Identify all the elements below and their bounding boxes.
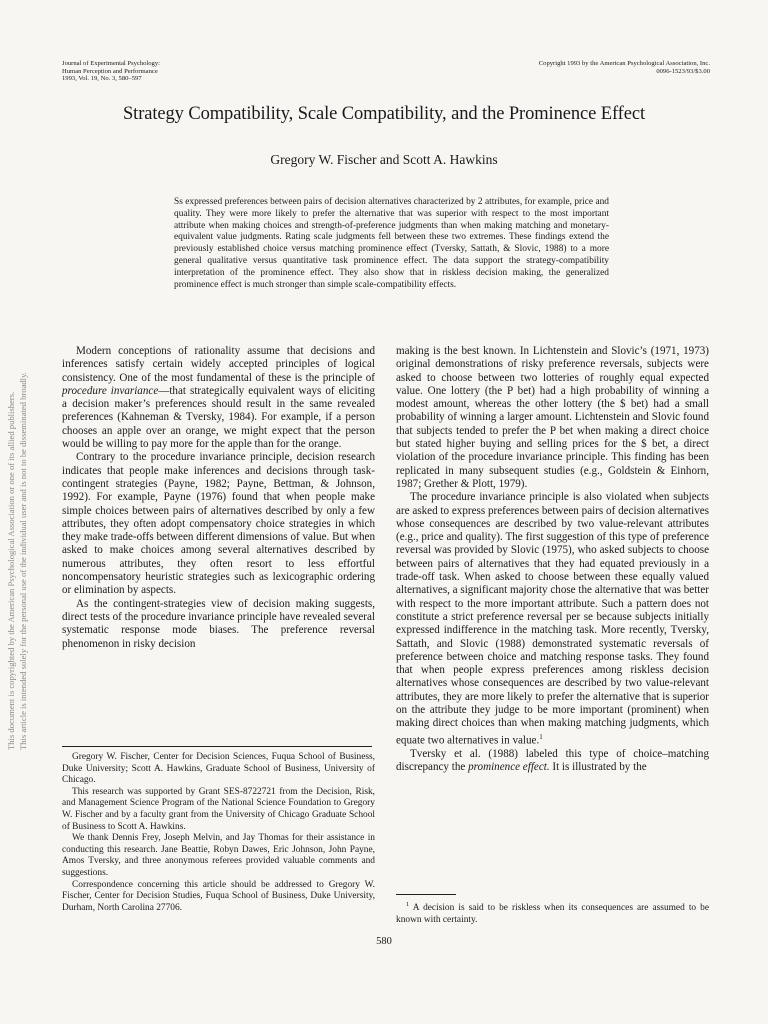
body-paragraph: Tversky et al. (1988) labeled this type of choice–matching discrepancy the prominence effect. It is illustrated by the — [396, 747, 709, 773]
footnote: $^1$ A decision is said to be riskless when its consequences are assumed to be known with certainty. — [396, 901, 709, 925]
left-column — [62, 345, 375, 651]
abstract: Ss expressed preferences between pairs of decision alternatives characterized by 2 attributes, for example, price and quality. They were more likely to prefer the alternative that was superior with respect to the most important attribute when making choices and strength-of-preference judgments than when making matching and monetary-equivalent value judgments. Rating scale judgments fell between these two extremes. These findings extend the previously established choice versus matching prominence effect (Tversky, Sattath, & Slovic, 1988) to a more general qualitative versus quantitative task prominence effect. The data support the strategy-compatibility interpretation of the prominence effect. They also show that in riskless decision making, the generalized prominence effect is much stronger than simple scale-compatibility effects. — [174, 197, 609, 290]
body-paragraph: making is the best known. In Lichtenstein and Slovic’s (1971, 1973) original demonstrations of risky preference reversals, subjects were asked to choose between two lotteries of roughly equal expected value. One lottery (the P bet) had a high probability of winning a modest amount, whereas the other lottery (the $ bet) had a small probability of winning a larger amount. Lichtenstein and Slovic found that subjects tended to prefer the P bet when making a direct choice but stated higher buying and selling prices for the $ bet, a direct violation of the procedure invariance principle. This finding has been replicated in many subsequent studies (e.g., Goldstein & Einhorn, 1987; Grether & Plott, 1979). — [396, 345, 709, 490]
journal-citation: Journal of Experimental Psychology: Human Perception and Performance 1993, Vol. 19, No. 3, 580–597 — [62, 60, 160, 83]
acknowledgments: We thank Dennis Frey, Joseph Melvin, and Jay Thomas for their assistance in conducting this research. Jane Beattie, Robyn Dawes, Eric Johnson, John Payne, Amos Tversky, and three anonymous referees provided valuable comments and suggestions. — [62, 833, 375, 878]
footnote-marker: 1 — [539, 732, 543, 741]
right-column — [396, 345, 709, 774]
body-paragraph: Contrary to the procedure invariance principle, decision research indicates that people make inferences and decisions through task-contingent strategies (Payne, 1982; Payne, Bettman, & Johnson, 1992). For example, Payne (1976) found that when people make simple choices between pairs of alternatives described by only a few attributes, they often adopt compensatory choice strategies in which they make trade-offs between different dimensions of value. But when asked to make choices among several alternatives described by numerous attributes, they often resort to less effortful noncompensatory heuristic strategies such as lexicographic ordering or elimination by aspects. — [62, 451, 375, 597]
side-note-line-1: This document is copyrighted by the American Psychological Association or one of its allied publishers. — [6, 391, 16, 750]
body-paragraph: The procedure invariance principle is also violated when subjects are asked to express preferences between pairs of decision alternatives whose consequences are described by two value-relevant attributes (e.g., price and quality). The first suggestion of this type of preference reversal was provided by Slovic (1975), who asked subjects to choose between pairs of alternatives that they had equated previously in a trade-off task. When asked to choose between these equally valued alternatives, a significant majority chose the alternative that was better with respect to the more important attribute. Such a pattern does not constitute a strict preference reversal per se because subjects initially expressed indifference in the matching task. More recently, Tversky, Sattath, and Slovic (1988) demonstrated systematic reversals of preference between choice and matching response tasks. They found that when people express preferences among riskless decision alternatives whose consequences are described by two value-relevant attributes, they are more likely to prefer the alternative that is superior on the attribute they judge to be more important (prominent) when making direct choices than when making matching judgments, which equate two alternatives in value.$^1$ — [396, 491, 709, 747]
emphasis-prominence-effect: prominence effect. — [468, 760, 550, 773]
correspondence-note: Correspondence concerning this article should be addressed to Gregory W. Fischer, Center for Decision Studies, Fuqua School of Business, Duke University, Durham, North Carolina 27706. — [62, 879, 375, 913]
page-number: 580 — [376, 936, 392, 947]
copyright-notice: Copyright 1993 by the American Psychological Association, Inc. 0096-1523/93/$3.00 — [538, 60, 710, 75]
footnote-number: 1 — [406, 901, 410, 908]
article-title: Strategy Compatibility, Scale Compatibility, and the Prominence Effect — [122, 104, 646, 124]
copyright-side-note — [2, 290, 38, 750]
body-paragraph: As the contingent-strategies view of decision making suggests, direct tests of the procedure invariance principle have revealed several systematic response mode biases. The preference reversal phenomenon in risky decision — [62, 597, 375, 650]
side-note-line-2: This article is intended solely for the personal use of the individual user and is not to be disseminated broadly. — [18, 372, 28, 750]
footnote-rule — [396, 894, 456, 895]
funding-note: This research was supported by Grant SES-8722721 from the Decision, Risk, and Management Science Program of the National Science Foundation to Gregory W. Fischer and by a faculty grant from the University of Chicago Graduate School of Business to Scott A. Hawkins. — [62, 786, 375, 832]
body-paragraph: Modern conceptions of rationality assume that decisions and inferences satisfy certain widely accepted principles of logical consistency. One of the most fundamental of these is the principle of procedure invariance—that strategically equivalent ways of eliciting a decision maker’s preferences should result in the same revealed preferences (Kahneman & Tversky, 1984). For example, if a person chooses an apple over an orange, we might expect that the person would be willing to pay more for the apple than for the orange. — [62, 345, 375, 451]
article-authors: Gregory W. Fischer and Scott A. Hawkins — [270, 152, 498, 167]
author-affiliations: Gregory W. Fischer, Center for Decision Sciences, Fuqua School of Business, Duke University; Scott A. Hawkins, Graduate School of Business, University of Chicago. — [62, 752, 375, 786]
author-note — [62, 752, 375, 914]
author-note-rule — [62, 746, 372, 747]
emphasis-procedure-invariance: procedure invariance — [62, 384, 159, 397]
